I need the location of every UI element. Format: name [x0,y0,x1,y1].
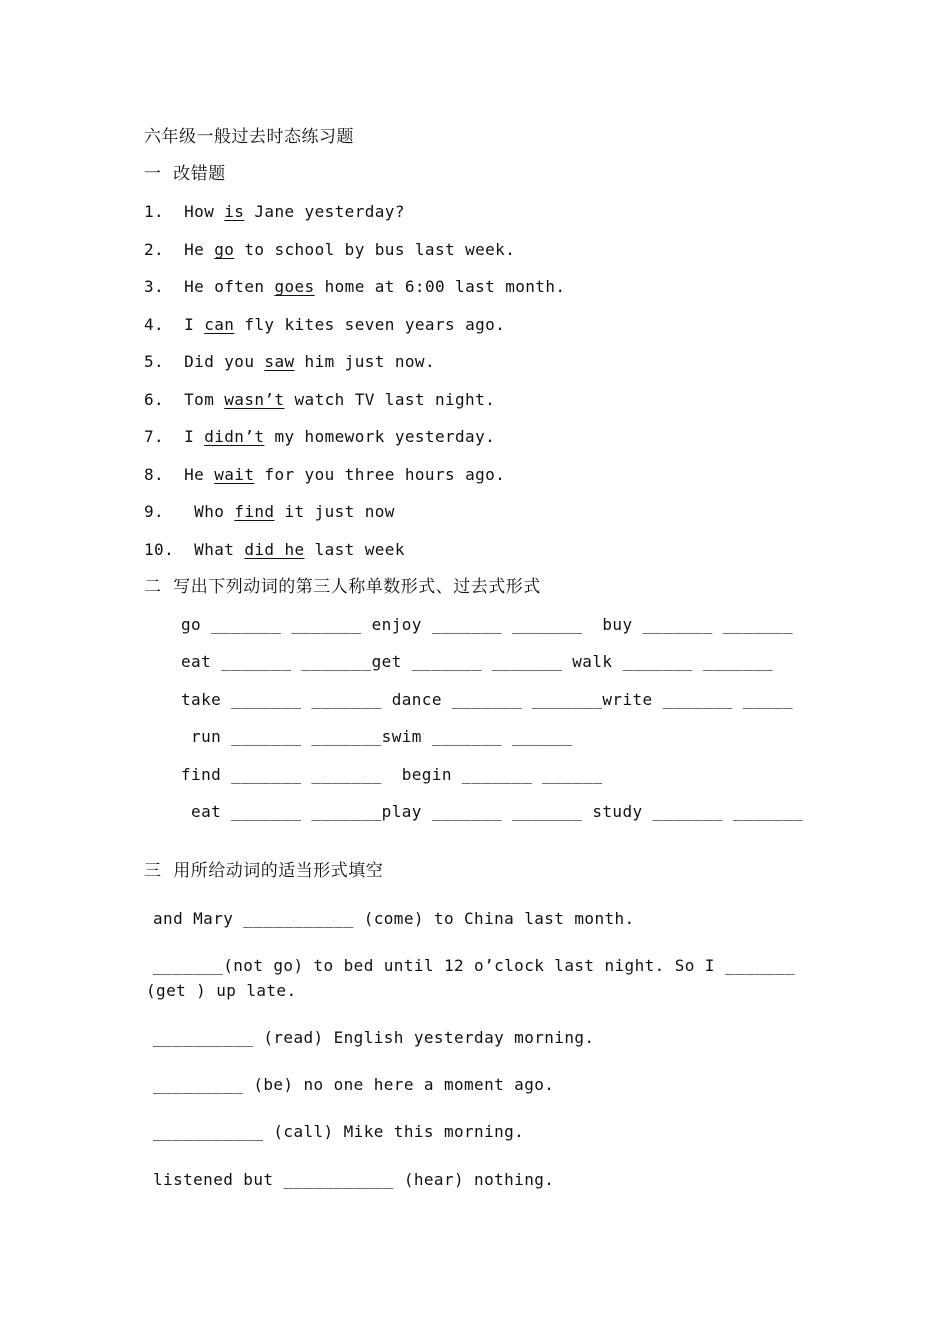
error-word: wait [214,465,255,484]
fill-blank-item: _________ (be) no one here a moment ago. [153,1075,555,1094]
error-word: find [234,502,275,521]
fill-blank-item: __________ (read) English yesterday morning. [153,1028,595,1047]
error-word: is [224,202,245,221]
page-title: 六年级一般过去时态练习题 [144,127,354,147]
verb-form-row: eat _______ _______get _______ _______ walk _______ _______ [181,652,773,671]
fill-blank-item-continued: (get ) up late. [146,981,297,1000]
correction-item: 10. What did he last week [144,540,405,559]
error-word: did he [244,540,305,559]
verb-form-row: take _______ _______ dance _______ _______write _______ _____ [181,690,794,709]
correction-item: 9. Who find it just now [144,502,395,521]
verb-form-row: find _______ _______ begin _______ ______ [181,765,603,784]
error-word: goes [274,277,315,296]
correction-item: 7. I didn’t my homework yesterday. [144,427,496,446]
verb-form-row: eat _______ _______play _______ _______ study _______ _______ [181,802,804,821]
error-word: saw [264,352,295,371]
fill-blank-item: ___________ (call) Mike this morning. [153,1122,525,1141]
error-word: wasn’t [224,390,285,409]
correction-item: 3. He often goes home at 6:00 last month. [144,277,566,296]
verb-form-row: run _______ _______swim _______ ______ [181,727,573,746]
section-2-heading: 二 写出下列动词的第三人称单数形式、过去式形式 [144,577,541,597]
correction-item: 4. I can fly kites seven years ago. [144,315,506,334]
correction-item: 1. How is Jane yesterday? [144,202,405,221]
verb-form-row: go _______ _______ enjoy _______ _______ buy _______ _______ [181,615,794,634]
correction-item: 8. He wait for you three hours ago. [144,465,506,484]
error-word: can [204,315,235,334]
section-3-heading: 三 用所给动词的适当形式填空 [144,861,384,881]
section-1-heading: 一 改错题 [144,164,226,184]
fill-blank-item: _______(not go) to bed until 12 o’clock last night. So I _______ [153,956,796,975]
correction-item: 5. Did you saw him just now. [144,352,435,371]
fill-blank-item: listened but ___________ (hear) nothing. [153,1170,555,1189]
fill-blank-item: and Mary ___________ (come) to China last month. [153,909,635,928]
error-word: go [214,240,235,259]
error-word: didn’t [204,427,265,446]
correction-item: 6. Tom wasn’t watch TV last night. [144,390,496,409]
correction-item: 2. He go to school by bus last week. [144,240,516,259]
